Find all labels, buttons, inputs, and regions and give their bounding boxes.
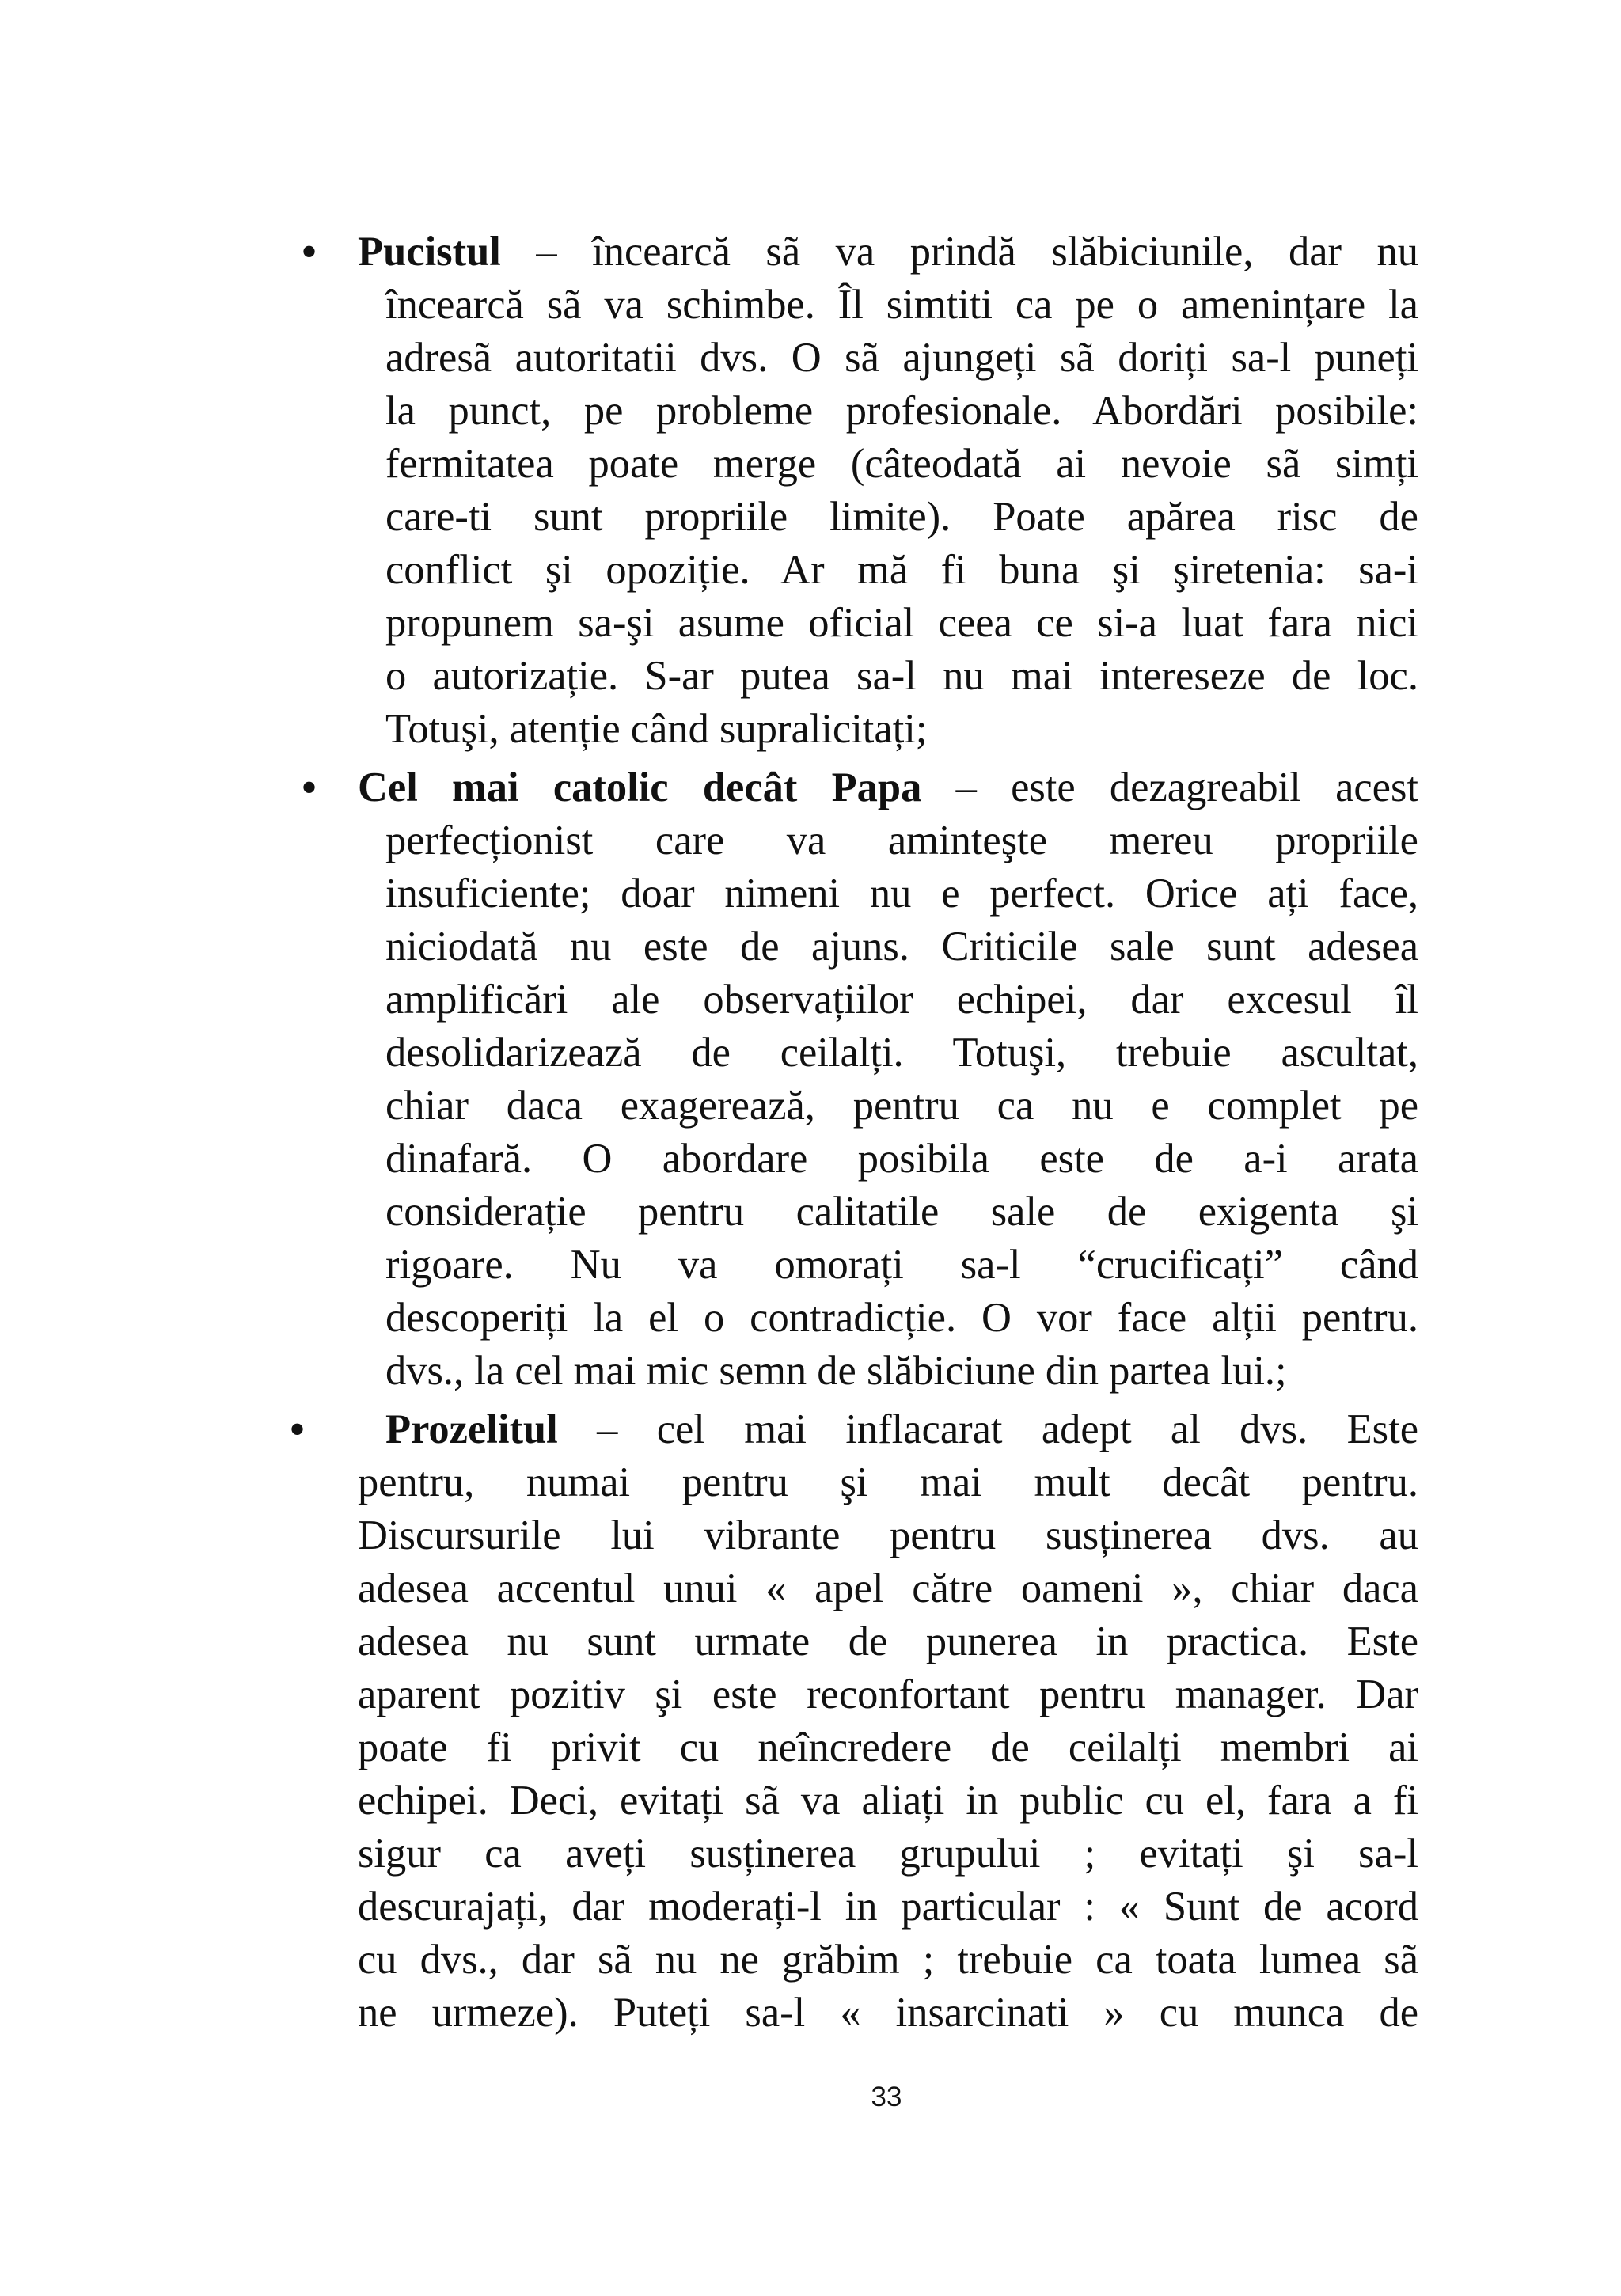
item-line: perfecționist care va aminteşte mereu propriile — [385, 818, 1418, 863]
item-line: cu dvs., dar sã nu ne grăbim ; trebuie ca toata lumea sã — [358, 1937, 1418, 1983]
item-line: Totuşi, atenție când supralicitați; — [385, 706, 928, 752]
item-line: propunem sa-şi asume oficial ceea ce si-a luat fara nici — [385, 600, 1418, 646]
item-term: Pucistul — [358, 229, 501, 275]
item-line: descurajați, dar moderați-l in particular : « Sunt de acord — [358, 1884, 1418, 1930]
item-line: aparent pozitiv şi este reconfortant pentru manager. Dar — [358, 1672, 1418, 1717]
page-number: 33 — [871, 2082, 902, 2112]
item-first-line — [358, 761, 1418, 814]
item-line: amplificări ale observațiilor echipei, dar excesul îl — [385, 977, 1418, 1023]
item-line: conflict şi opoziție. Ar mă fi buna şi şiretenia: sa-i — [385, 547, 1418, 593]
item-line: o autorizație. S-ar putea sa-l nu mai intereseze de loc. — [385, 653, 1418, 699]
item-line: rigoare. Nu va omorați sa-l “crucificați” când — [385, 1242, 1418, 1288]
item-term: Cel mai catolic decât Papa — [358, 765, 922, 810]
item-line: fermitatea poate merge (câteodată ai nevoie sã simți — [385, 441, 1418, 487]
item-line: chiar daca exagerează, pentru ca nu e complet pe — [385, 1083, 1418, 1129]
item-line: adesea nu sunt urmate de punerea in practica. Este — [358, 1619, 1418, 1664]
item-line: poate fi privit cu neîncredere de ceilalți membri ai — [358, 1725, 1418, 1770]
item-line: desolidarizează de ceilalți. Totuşi, trebuie ascultat, — [385, 1030, 1418, 1076]
item-term: Prozelitul — [385, 1406, 558, 1452]
item-text: – încearcă sã va prindă slăbiciunile, dar nu — [500, 229, 1418, 275]
item-line: insuficiente; doar nimeni nu e perfect. Orice ați face, — [385, 871, 1418, 917]
item-first-line — [385, 1403, 1418, 1456]
bullet-icon: • — [301, 761, 318, 814]
item-line: niciodată nu este de ajuns. Criticile sale sunt adesea — [385, 924, 1418, 970]
item-line: încearcă sã va schimbe. Îl simtiti ca pe o amenințare la — [385, 282, 1418, 328]
item-line: la punct, pe probleme profesionale. Abordări posibile: — [385, 388, 1418, 434]
item-line: descoperiți la el o contradicție. O vor face alții pentru. — [385, 1295, 1418, 1341]
item-line: dvs., la cel mai mic semn de slăbiciune din partea lui.; — [385, 1348, 1287, 1394]
item-line: adesea accentul unui « apel către oameni », chiar daca — [358, 1565, 1418, 1611]
item-line: dinafară. O abordare posibila este de a-i arata — [385, 1136, 1418, 1182]
item-line: pentru, numai pentru şi mai mult decât pentru. — [358, 1459, 1418, 1505]
item-line: considerație pentru calitatile sale de exigenta şi — [385, 1189, 1418, 1235]
item-line: Discursurile lui vibrante pentru susținerea dvs. au — [358, 1512, 1418, 1558]
item-first-line — [358, 226, 1418, 279]
bullet-icon: • — [289, 1403, 306, 1455]
item-line: care-ti sunt propriile limite). Poate apărea risc de — [385, 494, 1418, 540]
item-line: ne urmeze). Puteți sa-l « insarcinati » cu munca de — [358, 1990, 1418, 2036]
item-line: sigur ca aveți susținerea grupului ; evitați şi sa-l — [358, 1831, 1418, 1877]
bullet-icon: • — [301, 226, 318, 278]
item-line: echipei. Deci, evitați sã va aliați in public cu el, fara a fi — [358, 1778, 1418, 1824]
item-text: – cel mai inflacarat adept al dvs. Este — [557, 1406, 1418, 1452]
item-text: – este dezagreabil acest — [921, 765, 1418, 810]
item-line: adresã autoritatii dvs. O sã ajungeți sã doriți sa-l puneți — [385, 335, 1418, 381]
